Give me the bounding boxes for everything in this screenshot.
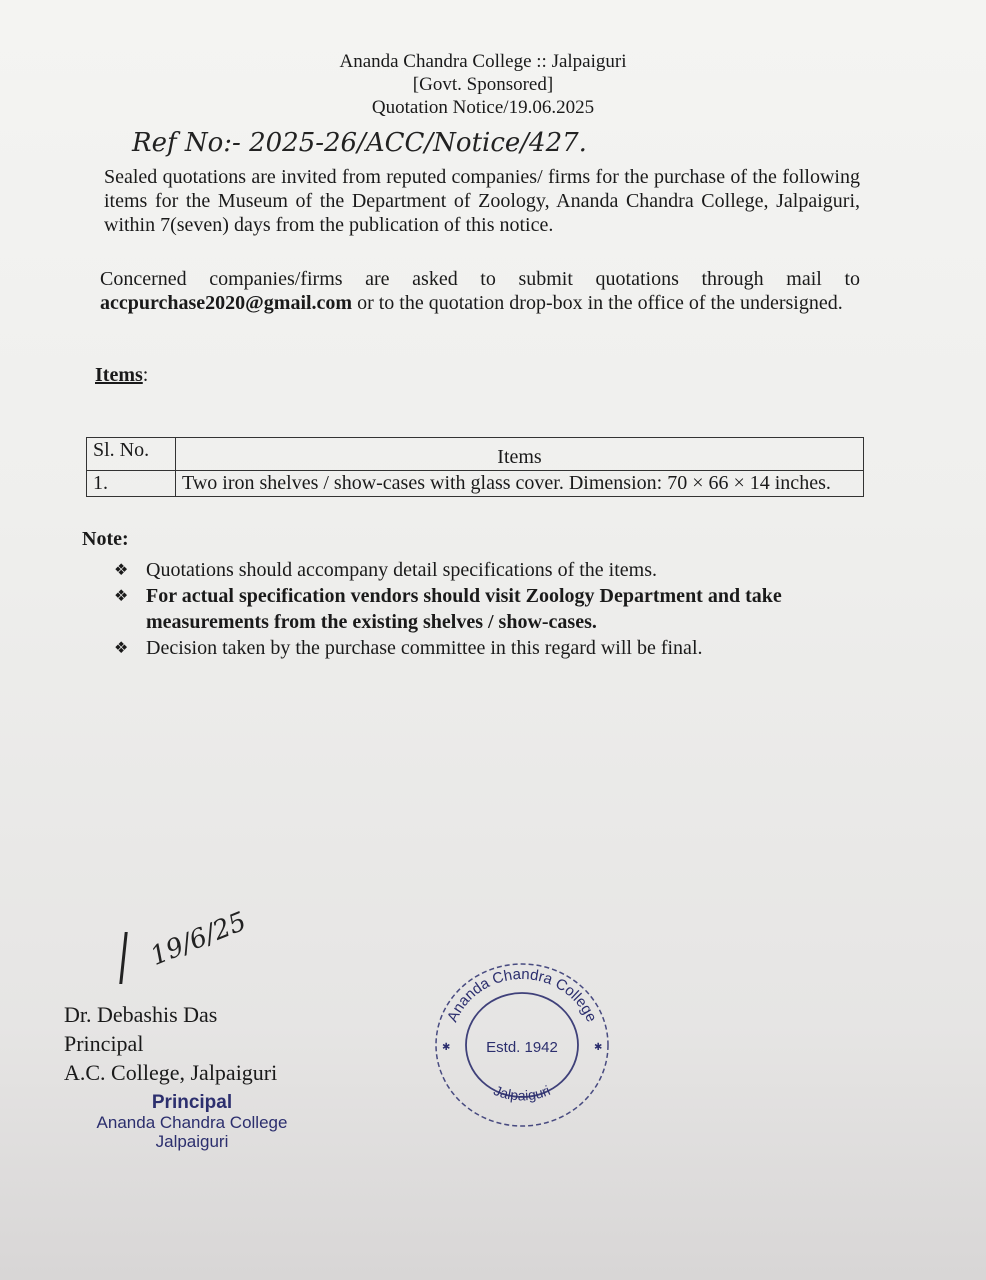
note-text: Decision taken by the purchase committee in this regard will be final. xyxy=(146,637,703,659)
note-item xyxy=(108,583,848,635)
invitation-paragraph: Sealed quotations are invited from reputed companies/ firms for the purchase of the following items for the Museum of the Department of Zoology, Ananda Chandra College, Jalpaiguri, within 7(seven) days from the publication of this notice. xyxy=(104,166,860,236)
seal-outer-text: Ananda Chandra College xyxy=(444,965,601,1025)
items-table xyxy=(86,437,864,497)
table-row xyxy=(87,471,864,497)
seal-bottom-text: Jalpaiguri xyxy=(491,1082,553,1104)
note-item xyxy=(108,557,848,583)
note-heading: Note: xyxy=(82,528,129,550)
diamond-bullet-icon: ❖ xyxy=(114,638,129,657)
handwritten-signature-date: 19/6/25 xyxy=(146,906,251,972)
cell-item-description: Two iron shelves / show-cases with glass cover. Dimension: 70 × 66 × 14 inches. xyxy=(176,471,864,497)
items-heading xyxy=(95,363,986,387)
diamond-bullet-icon: ❖ xyxy=(114,560,129,579)
submission-email-link[interactable]: accpurchase2020@gmail.com xyxy=(100,292,353,314)
seal-inner-text: Estd. 1942 xyxy=(486,1039,558,1056)
signatory-designation: Principal xyxy=(64,1031,144,1056)
note-item xyxy=(108,635,848,661)
handwritten-reference-number: Ref No:- 2025-26/ACC/Notice/427. xyxy=(132,128,587,158)
submission-paragraph xyxy=(100,267,860,315)
letterhead xyxy=(0,50,966,119)
note-text: For actual specification vendors should visit Zoology Department and take measurements from the existing shelves / show-cases. xyxy=(146,585,782,633)
rubber-stamp-title: Principal xyxy=(151,1092,233,1113)
signatory-block xyxy=(64,1000,277,1087)
signature-section xyxy=(0,906,986,1170)
column-header-items: Items xyxy=(176,438,864,471)
submission-text-before: Concerned companies/firms are asked to submit quotations through mail to xyxy=(100,268,860,290)
submission-text-after: or to the quotation drop-box in the office of the undersigned. xyxy=(352,292,843,314)
college-seal-stamp xyxy=(432,960,612,1130)
principal-rubber-stamp xyxy=(62,1092,322,1151)
items-heading-colon: : xyxy=(142,364,149,386)
items-table-header-row xyxy=(87,438,864,471)
college-status: [Govt. Sponsored] xyxy=(412,74,554,95)
items-heading-label: Items xyxy=(95,364,143,386)
college-name: Ananda Chandra College :: Jalpaiguri xyxy=(339,51,627,72)
handwritten-signature xyxy=(118,906,268,996)
note-text: Quotations should accompany detail specifications of the items. xyxy=(146,559,657,581)
notes-list xyxy=(108,557,848,661)
cell-sl-no: 1. xyxy=(87,471,176,497)
notice-title: Quotation Notice/19.06.2025 xyxy=(371,97,595,118)
signatory-name: Dr. Debashis Das xyxy=(64,1002,218,1027)
seal-star-right: ✱ xyxy=(594,1042,603,1053)
diamond-bullet-icon: ❖ xyxy=(114,586,129,605)
seal-star-left: ✱ xyxy=(442,1042,451,1053)
rubber-stamp-line1: Ananda Chandra College xyxy=(96,1113,288,1132)
rubber-stamp-line2: Jalpaiguri xyxy=(155,1132,229,1151)
signatory-institution: A.C. College, Jalpaiguri xyxy=(64,1060,278,1085)
seal-icon xyxy=(432,960,612,1130)
column-header-sl-no: Sl. No. xyxy=(87,438,176,471)
